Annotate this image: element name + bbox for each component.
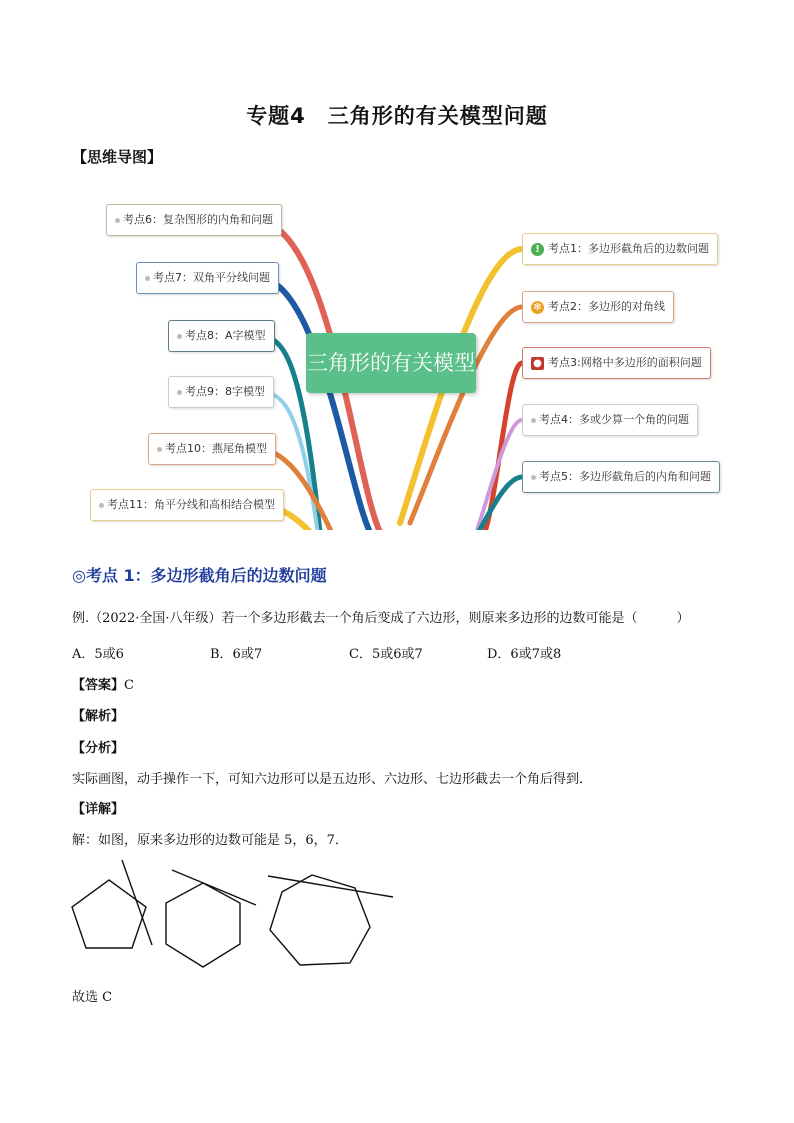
gear-icon: ✻ <box>531 301 544 314</box>
mindmap-node-right-2: ✻ 考点2：多边形的对角线 <box>522 291 674 323</box>
bullet-icon <box>531 418 536 423</box>
bullet-icon <box>99 503 104 508</box>
heptagon-cut-line <box>268 876 393 897</box>
exclamation-icon: ! <box>531 243 544 256</box>
option-b: B．6或7 <box>210 647 263 662</box>
fenxi-text: 实际画图，动手操作一下，可知六边形可以是五边形、六边形、七边形截去一个角后得到． <box>72 772 593 787</box>
bullet-icon <box>531 475 536 480</box>
option-d: D．6或7或8 <box>487 647 562 662</box>
detail-label: 【详解】 <box>72 802 125 817</box>
answer-line <box>72 674 134 693</box>
mindmap-node-right-5: 考点5：多边形截角后的内角和问题 <box>522 461 720 493</box>
section-heading: ◎考点 1：多边形截角后的边数问题 <box>72 566 327 585</box>
mindmap-node-left-9: 考点9：8字模型 <box>168 376 274 408</box>
analysis-label: 【解析】 <box>72 709 125 724</box>
branch-right-3 <box>476 363 522 530</box>
polygon-figures <box>60 855 410 975</box>
mindmap-node-left-7: 考点7：双角平分线问题 <box>136 262 279 294</box>
bullet-icon <box>115 218 120 223</box>
question-text: 例.（2022·全国·八年级）若一个多边形截去一个角后变成了六边形，则原来多边形的边数可能是（ ） <box>72 611 690 626</box>
detail-text: 解：如图，原来多边形的边数可能是 5，6，7． <box>72 833 348 848</box>
mindmap-node-right-4: 考点4：多或少算一个角的问题 <box>522 404 698 436</box>
mindmap-node-right-1: ! 考点1：多边形截角后的边数问题 <box>522 233 718 265</box>
mindmap-node-left-6: 考点6：复杂图形的内角和问题 <box>106 204 282 236</box>
bullet-icon <box>177 390 182 395</box>
mindmap-node-left-10: 考点10：燕尾角模型 <box>148 433 276 465</box>
heptagon-shape <box>270 875 370 965</box>
bullet-icon <box>145 276 150 281</box>
mindmap-node-left-11: 考点11：角平分线和高相结合模型 <box>90 489 284 521</box>
hexagon-cut-line <box>172 870 256 905</box>
mindmap-node-left-8: 考点8：A字模型 <box>168 320 275 352</box>
branch-right-5 <box>420 477 522 530</box>
branch-right-4 <box>450 420 522 530</box>
page-title: 专题4 三角形的有关模型问题 <box>246 104 548 128</box>
fenxi-label: 【分析】 <box>72 741 125 756</box>
person-icon: ● <box>531 357 544 370</box>
mindmap-node-right-3: ● 考点3:网格中多边形的面积问题 <box>522 347 711 379</box>
answer-label: 【答案】 <box>72 678 125 693</box>
option-a: A．5或6 <box>72 647 124 662</box>
pentagon-shape <box>72 880 146 948</box>
conclusion-text: 故选 C <box>72 990 113 1005</box>
hexagon-shape <box>166 883 240 967</box>
bullet-icon <box>157 447 162 452</box>
bullet-icon <box>177 334 182 339</box>
answer-value: C <box>124 678 134 693</box>
option-c: C．5或6或7 <box>349 647 423 662</box>
mindmap-label: 【思维导图】 <box>72 148 163 166</box>
mindmap-center-node: 三角形的有关模型 <box>306 333 476 393</box>
